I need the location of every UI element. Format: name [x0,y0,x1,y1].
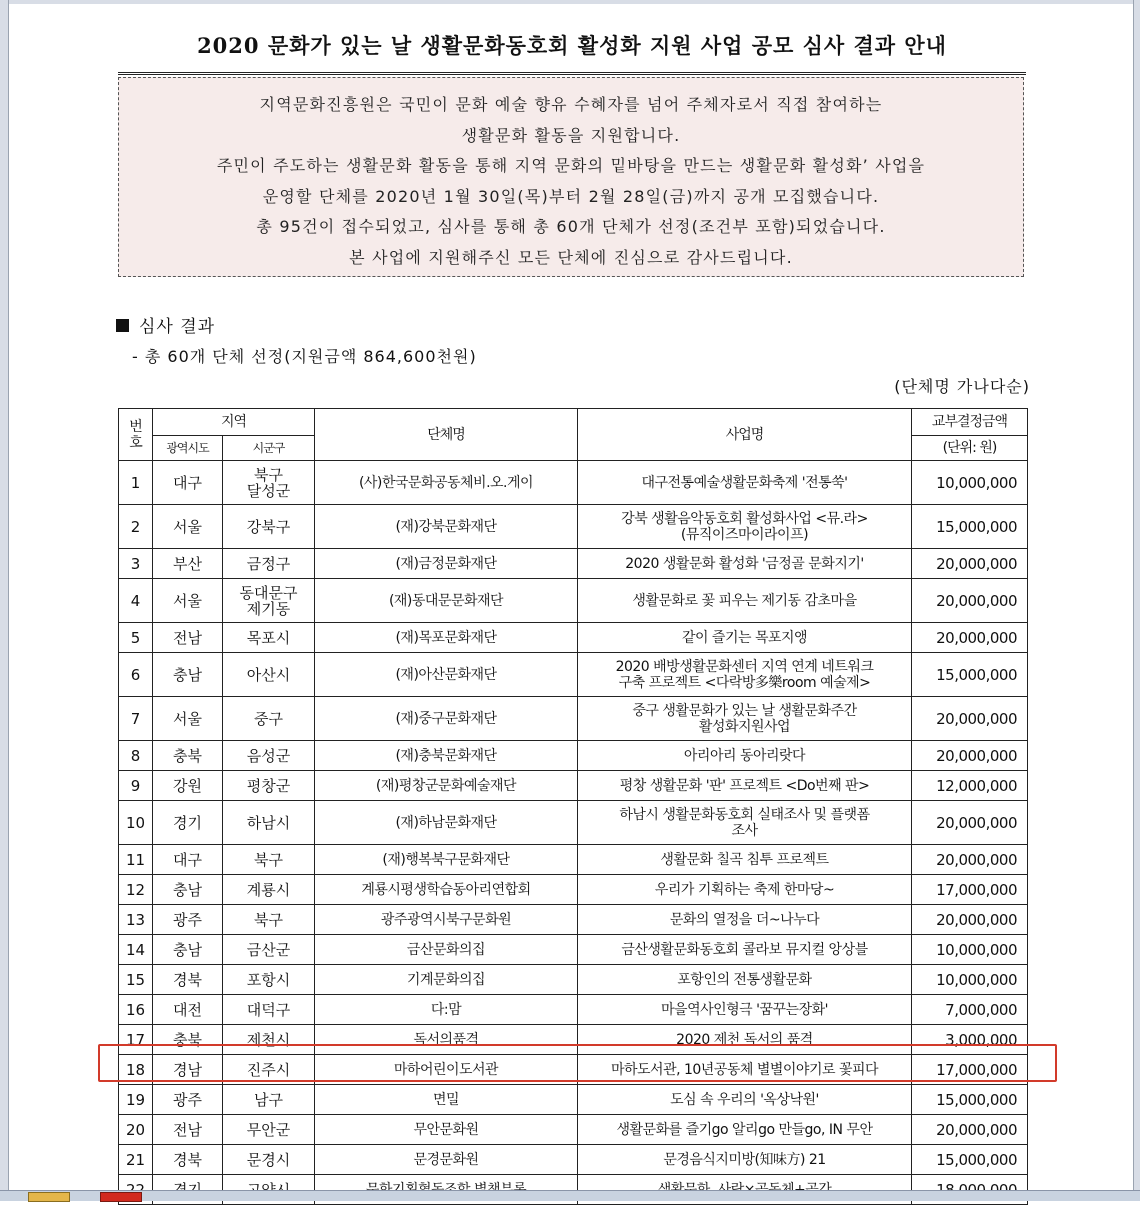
row-project: 평창 생활문화 '판' 프로젝트 <Do번째 판> [578,771,912,801]
row-organization: 문경문화원 [315,1145,578,1175]
table-row [119,623,1028,653]
row-amount: 20,000,000 [912,801,1028,845]
row-organization: 독서의품격 [315,1025,578,1055]
row-province: 전남 [153,623,223,653]
table-row [119,1145,1028,1175]
row-number: 6 [119,653,153,697]
row-district: 중구 [223,697,315,741]
row-amount: 20,000,000 [912,579,1028,623]
row-project: 금산생활문화동호회 콜라보 뮤지컬 앙상블 [578,935,912,965]
row-number: 21 [119,1145,153,1175]
row-project: 마하도서관, 10년공동체 별별이야기로 꽃피다 [578,1055,912,1085]
row-district: 평창군 [223,771,315,801]
row-district: 포항시 [223,965,315,995]
row-number: 17 [119,1025,153,1055]
row-amount: 10,000,000 [912,935,1028,965]
row-province: 대전 [153,995,223,1025]
row-amount: 15,000,000 [912,653,1028,697]
row-amount: 10,000,000 [912,965,1028,995]
row-organization: (재)하남문화재단 [315,801,578,845]
row-amount: 10,000,000 [912,461,1028,505]
row-organization: 다:맘 [315,995,578,1025]
taskbar-app-button[interactable] [28,1192,70,1202]
row-organization: (재)중구문화재단 [315,697,578,741]
row-amount: 15,000,000 [912,1145,1028,1175]
table-row [119,461,1028,505]
row-province: 부산 [153,549,223,579]
row-amount: 15,000,000 [912,505,1028,549]
row-amount: 20,000,000 [912,845,1028,875]
row-amount: 20,000,000 [912,697,1028,741]
row-province: 대구 [153,845,223,875]
table-row [119,995,1028,1025]
notice-line: 운영할 단체를 2020년 1월 30일(목)부터 2월 28일(금)까지 공개 모집했습니다. [262,186,880,206]
header-province: 광역시도 [153,436,223,461]
row-organization: (재)행복북구문화재단 [315,845,578,875]
row-district: 문경시 [223,1145,315,1175]
row-project: 생활문화로 꽃 피우는 제기동 감초마을 [578,579,912,623]
row-number: 13 [119,905,153,935]
row-amount: 15,000,000 [912,1085,1028,1115]
window-right-edge [1133,0,1140,1200]
document-title: 2020 문화가 있는 날 생활문화동호회 활성화 지원 사업 공모 심사 결과 안내 [197,33,947,58]
row-district: 무안군 [223,1115,315,1145]
row-district: 동대문구 제기동 [223,579,315,623]
row-number: 20 [119,1115,153,1145]
row-province: 서울 [153,697,223,741]
section-heading [116,312,215,337]
row-project: 2020 배방생활문화센터 지역 연계 네트워크 구축 프로젝트 <다락방多樂room 예술제> [578,653,912,697]
row-organization: 계룡시평생학습동아리연합회 [315,875,578,905]
header-district: 시군구 [223,436,315,461]
row-district: 남구 [223,1085,315,1115]
row-project: 아리아리 동아리랏다 [578,741,912,771]
row-number: 7 [119,697,153,741]
table-row [119,505,1028,549]
row-organization: (재)금정문화재단 [315,549,578,579]
notice-line: 생활문화 활동을 지원합니다. [461,125,681,145]
row-amount: 3,000,000 [912,1025,1028,1055]
row-project: 생활문화를 즐기go 알리go 만들go, IN 무안 [578,1115,912,1145]
row-province: 충남 [153,935,223,965]
row-organization: (재)아산문화재단 [315,653,578,697]
square-bullet-icon [116,319,129,332]
row-province: 경기 [153,801,223,845]
row-district: 금정구 [223,549,315,579]
notice-line: 본 사업에 지원해주신 모든 단체에 진심으로 감사드립니다. [349,247,793,267]
row-organization: (사)한국문화공동체비.오.게이 [315,461,578,505]
row-amount: 7,000,000 [912,995,1028,1025]
row-organization: (재)강북문화재단 [315,505,578,549]
section-summary: - 총 60개 단체 선정(지원금액 864,600천원) [132,347,477,366]
table-row [119,875,1028,905]
row-province: 강원 [153,771,223,801]
taskbar [0,1190,1140,1201]
row-organization: (재)충북문화재단 [315,741,578,771]
row-project: 우리가 기획하는 축제 한마당~ [578,875,912,905]
table-row [119,697,1028,741]
row-province: 광주 [153,905,223,935]
row-province: 충남 [153,875,223,905]
row-project: 도심 속 우리의 '옥상낙원' [578,1085,912,1115]
notice-line: 총 95건이 접수되었고, 심사를 통해 총 60개 단체가 선정(조건부 포함)되었습니다. [256,217,886,236]
table-row [119,905,1028,935]
header-region: 지역 [153,409,315,436]
notice-box [118,77,1024,277]
table-row [119,845,1028,875]
notice-line: 지역문화진흥원은 국민이 문화 예술 향유 수혜자를 넘어 주체자로서 직접 참여하는 [259,95,883,114]
row-district: 금산군 [223,935,315,965]
row-number: 15 [119,965,153,995]
row-number: 19 [119,1085,153,1115]
row-project: 하남시 생활문화동호회 실태조사 및 플랫폼 조사 [578,801,912,845]
row-province: 경남 [153,1055,223,1085]
row-number: 9 [119,771,153,801]
row-organization: (재)동대문문화재단 [315,579,578,623]
row-amount: 20,000,000 [912,1115,1028,1145]
row-number: 10 [119,801,153,845]
row-district: 음성군 [223,741,315,771]
header-amount: 교부결정금액 [912,409,1028,436]
row-organization: 마하어린이도서관 [315,1055,578,1085]
row-district: 제천시 [223,1025,315,1055]
row-project: 중구 생활문화가 있는 날 생활문화주간 활성화지원사업 [578,697,912,741]
row-project: 문화의 열정을 더~나누다 [578,905,912,935]
row-province: 충북 [153,1025,223,1055]
row-district: 하남시 [223,801,315,845]
row-organization: 기계문화의집 [315,965,578,995]
row-district: 강북구 [223,505,315,549]
row-number: 8 [119,741,153,771]
results-table [118,408,1028,1205]
row-project: 마을역사인형극 '꿈꾸는장화' [578,995,912,1025]
row-project: 같이 즐기는 목포지앵 [578,623,912,653]
row-organization: 면밀 [315,1085,578,1115]
row-district: 계룡시 [223,875,315,905]
header-org: 단체명 [315,409,578,461]
table-row [119,965,1028,995]
row-number: 18 [119,1055,153,1085]
row-amount: 12,000,000 [912,771,1028,801]
row-district: 목포시 [223,623,315,653]
row-district: 북구 달성군 [223,461,315,505]
row-organization: (재)목포문화재단 [315,623,578,653]
section-heading-text: 심사 결과 [139,317,216,337]
row-amount: 20,000,000 [912,623,1028,653]
row-amount: 20,000,000 [912,741,1028,771]
taskbar-app-button[interactable] [100,1192,142,1202]
table-row [119,653,1028,697]
row-number: 2 [119,505,153,549]
row-district: 북구 [223,845,315,875]
row-number: 3 [119,549,153,579]
row-organization: 금산문화의집 [315,935,578,965]
row-amount: 20,000,000 [912,549,1028,579]
row-province: 충남 [153,653,223,697]
window-left-edge [0,0,9,1200]
row-province: 경북 [153,1145,223,1175]
row-project: 대구전통예술생활문화축제 '전통쑥' [578,461,912,505]
row-amount: 17,000,000 [912,875,1028,905]
row-number: 16 [119,995,153,1025]
header-unit: (단위: 원) [912,436,1028,461]
row-number: 1 [119,461,153,505]
header-project: 사업명 [578,409,912,461]
header-no: 번호 [119,409,153,461]
row-province: 충북 [153,741,223,771]
row-district: 대덕구 [223,995,315,1025]
row-project: 2020 생활문화 활성화 '금정골 문화지기' [578,549,912,579]
row-district: 북구 [223,905,315,935]
table-row [119,935,1028,965]
row-province: 서울 [153,579,223,623]
table-row [119,549,1028,579]
row-district: 진주시 [223,1055,315,1085]
title-divider [118,72,1026,75]
sort-note: (단체명 가나다순) [894,377,1030,396]
table-row [119,1085,1028,1115]
row-project: 생활문화 칠곡 침투 프로젝트 [578,845,912,875]
row-organization: (재)평창군문화예술재단 [315,771,578,801]
row-project: 2020 제천 독서의 품격 [578,1025,912,1055]
row-province: 전남 [153,1115,223,1145]
table-row [119,579,1028,623]
row-project: 포항인의 전통생활문화 [578,965,912,995]
row-organization: 무안문화원 [315,1115,578,1145]
highlight-box [98,1044,1057,1082]
row-number: 11 [119,845,153,875]
row-amount: 17,000,000 [912,1055,1028,1085]
table-row [119,741,1028,771]
row-number: 12 [119,875,153,905]
row-province: 대구 [153,461,223,505]
row-project: 강북 생활음악동호회 활성화사업 <뮤.라> (뮤직이즈마이라이프) [578,505,912,549]
row-number: 4 [119,579,153,623]
window-top-edge [0,0,1140,4]
row-project: 문경음식지미방(知味方) 21 [578,1145,912,1175]
table-row [119,1115,1028,1145]
row-district: 아산시 [223,653,315,697]
row-province: 경북 [153,965,223,995]
row-organization: 광주광역시북구문화원 [315,905,578,935]
table-row [119,771,1028,801]
row-province: 광주 [153,1085,223,1115]
table-row [119,801,1028,845]
row-number: 5 [119,623,153,653]
row-number: 14 [119,935,153,965]
row-province: 서울 [153,505,223,549]
row-amount: 20,000,000 [912,905,1028,935]
notice-line: 주민이 주도하는 생활문화 활동을 통해 지역 문화의 밑바탕을 만드는 생활문화 활성화’ 사업을 [216,156,926,175]
